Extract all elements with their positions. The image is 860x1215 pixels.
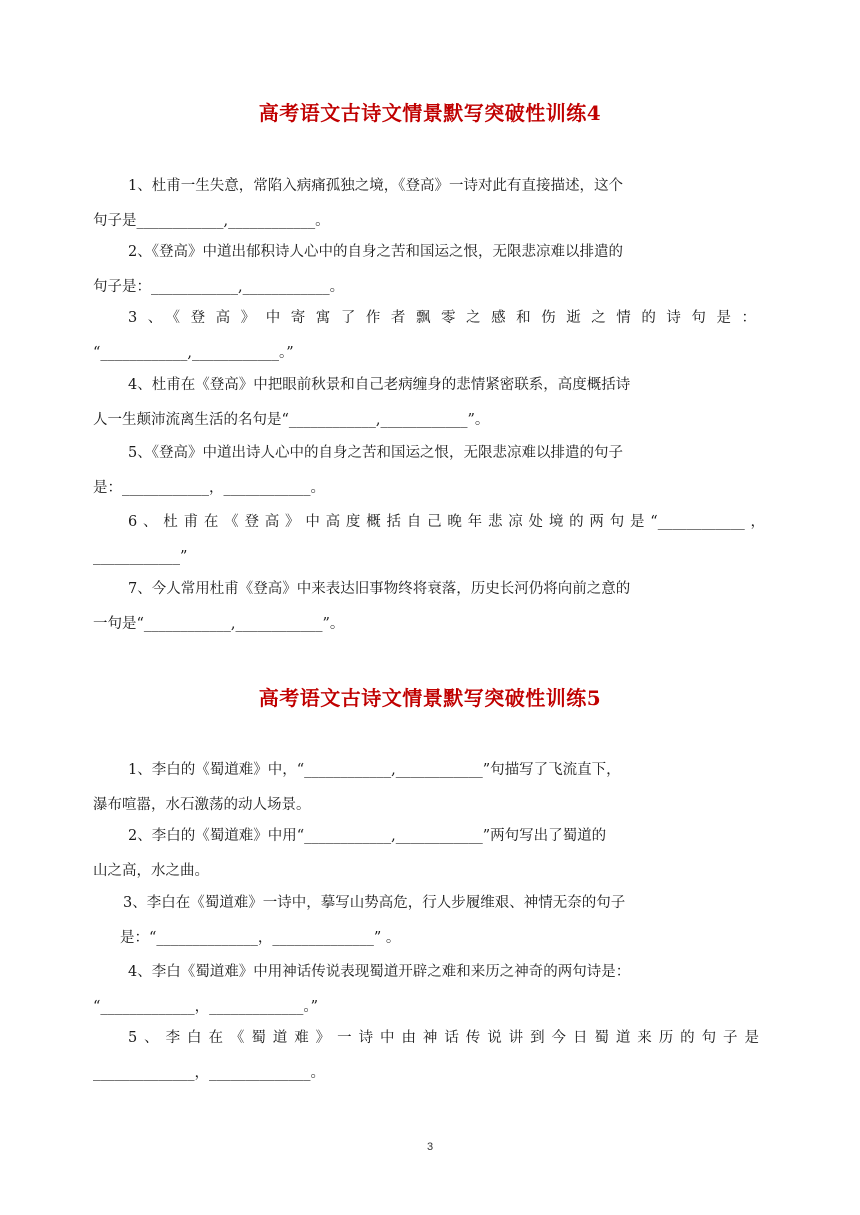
question-5-4: [93, 955, 765, 1025]
question-line: 4、李白《蜀道难》中用神话传说表现蜀道开辟之难和来历之神奇的两句诗是：: [128, 964, 631, 980]
question-5-2: [93, 819, 765, 889]
question-line: 6、杜甫在《登高》中高度概括自己晚年悲凉处境的两句是“____________，: [128, 514, 765, 530]
section-title-4: 高考语文古诗文情景默写突破性训练4: [258, 101, 602, 125]
section-title-5: 高考语文古诗文情景默写突破性训练5: [258, 686, 602, 710]
question-line: 2、李白的《蜀道难》中用“____________,____________”两句写出了蜀道的: [128, 828, 607, 844]
question-4-2: [93, 235, 765, 305]
question-line: “_____________，_____________。”: [93, 999, 319, 1015]
question-4-4: [93, 368, 765, 438]
question-5-3: [93, 886, 765, 956]
question-line: 是：“______________，______________” 。: [120, 930, 401, 946]
question-4-3: [93, 301, 765, 371]
question-4-7: [93, 572, 765, 642]
question-line: “____________,____________。”: [93, 345, 294, 361]
question-line: 7、今人常用杜甫《登高》中来表达旧事物终将衰落，历史长河仍将向前之意的: [128, 581, 631, 597]
question-4-5: [93, 436, 765, 506]
question-line: 1、杜甫一生失意，常陷入病痛孤独之境，《登高》一诗对此有直接描述，这个: [128, 178, 623, 194]
question-4-1: [93, 169, 765, 239]
question-line: 5、《登高》中道出诗人心中的自身之苦和国运之恨，无限悲凉难以排遣的句子: [128, 445, 623, 461]
question-line: 是：____________，____________。: [93, 480, 325, 496]
question-line: 3、《登高》中寄寓了作者飘零之感和伤逝之情的诗句是：: [128, 310, 765, 326]
question-5-1: [93, 753, 765, 823]
question-line: 5、李白在《蜀道难》一诗中由神话传说讲到今日蜀道来历的句子是: [128, 1030, 765, 1046]
question-5-5: [93, 1021, 765, 1091]
question-line: 3、李白在《蜀道难》一诗中，摹写山势高危，行人步履维艰、神情无奈的句子: [123, 895, 626, 911]
question-line: 山之高，水之曲。: [93, 863, 209, 879]
question-line: 4、杜甫在《登高》中把眼前秋景和自己老病缠身的悲情紧密联系，高度概括诗: [128, 377, 631, 393]
question-line: 一句是“____________,____________”。: [93, 616, 345, 632]
question-line: ______________，______________。: [93, 1065, 325, 1081]
question-line: 2、《登高》中道出郁积诗人心中的自身之苦和国运之恨，无限悲凉难以排遣的: [128, 244, 623, 260]
question-line: 人一生颠沛流离生活的名句是“____________,____________”。: [93, 412, 490, 428]
question-line: ____________”: [93, 549, 188, 565]
question-line: 句子是____________,____________。: [93, 213, 330, 229]
question-4-6: [93, 505, 765, 575]
page-number: 3: [426, 1141, 434, 1153]
question-line: 1、李白的《蜀道难》中，“____________,____________”句描写了飞流直下，: [128, 762, 621, 778]
question-line: 句子是：____________,____________。: [93, 279, 345, 295]
question-line: 瀑布喧嚣，水石激荡的动人场景。: [93, 797, 311, 813]
